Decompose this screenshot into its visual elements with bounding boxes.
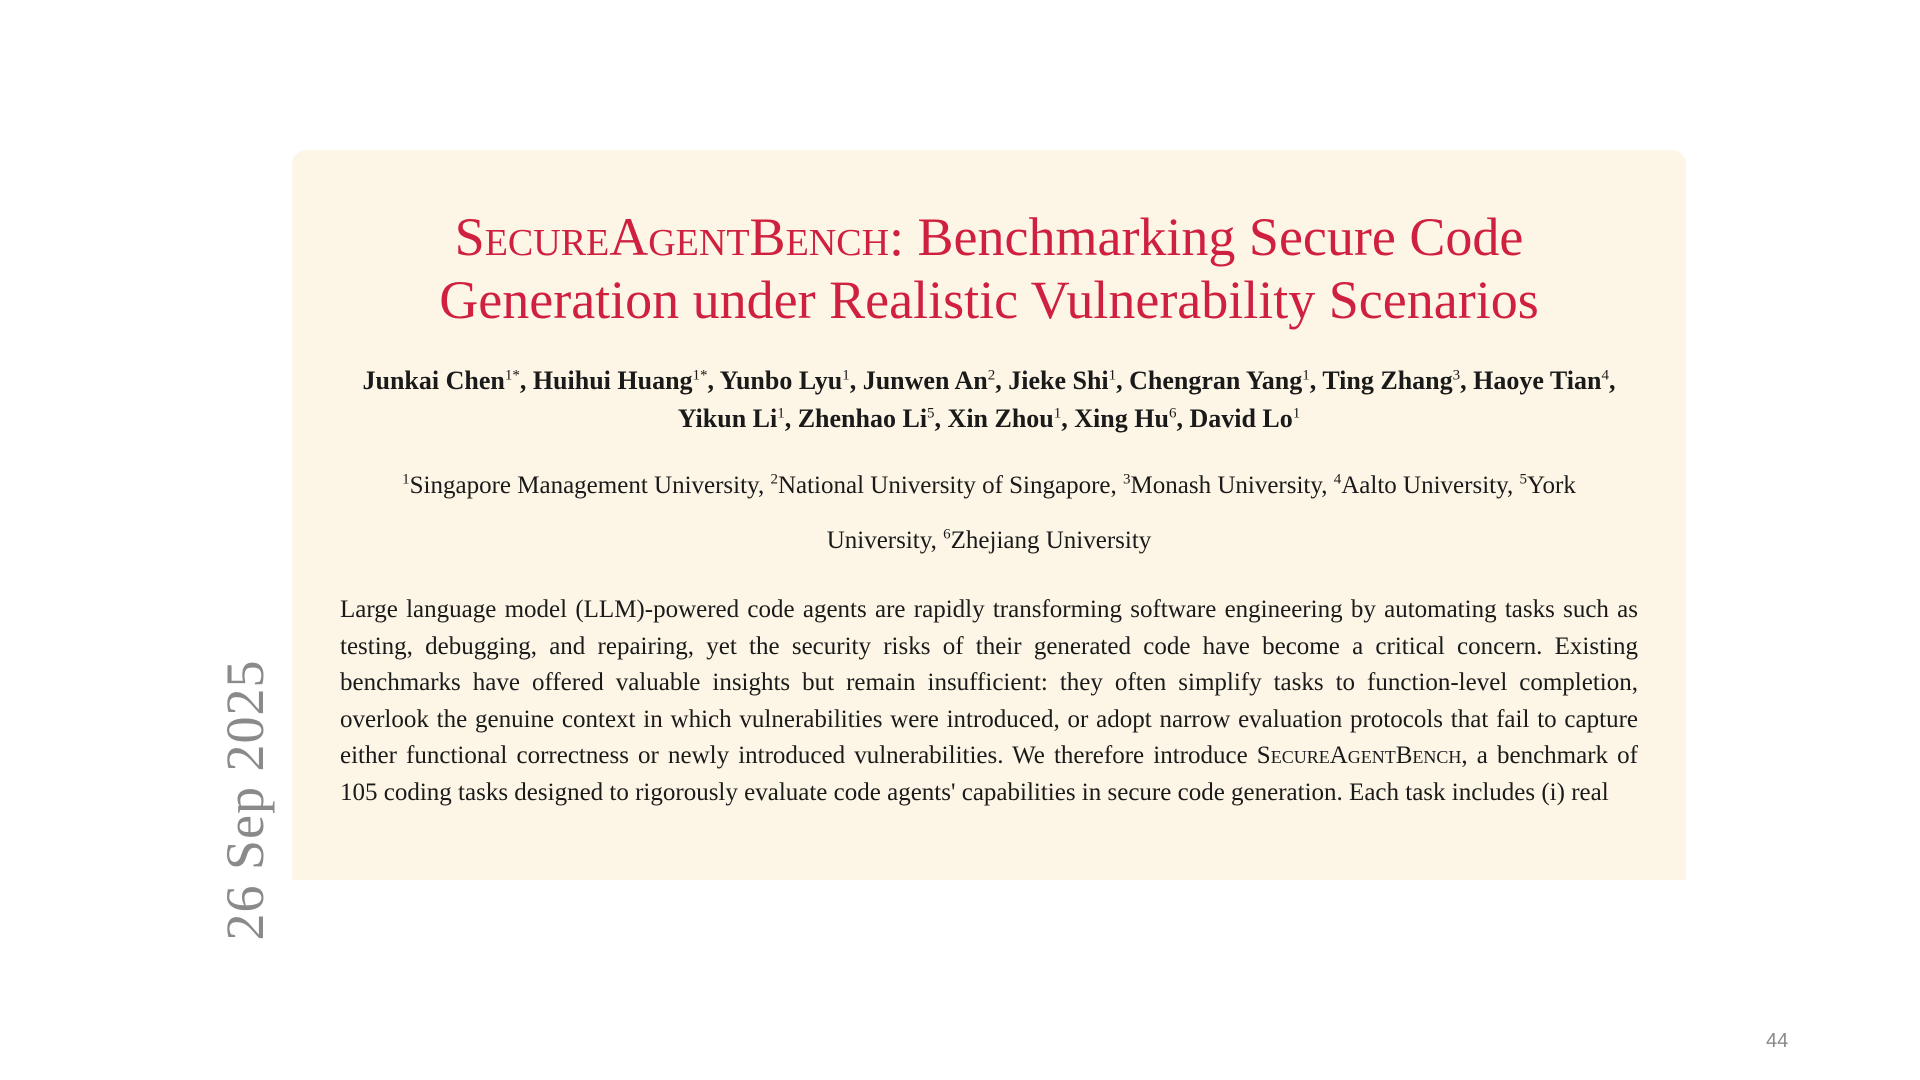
affiliation-number: 4 xyxy=(1333,471,1342,488)
author-name: Junkai Chen xyxy=(362,366,505,395)
page-number: 44 xyxy=(1766,1030,1789,1052)
affiliation-name: Aalto University xyxy=(1341,472,1507,499)
author-affiliation-mark: 1 xyxy=(842,367,850,384)
author-name: Huihui Huang xyxy=(532,366,693,395)
author-name: Xin Zhou xyxy=(947,404,1054,433)
affiliation xyxy=(1334,472,1507,499)
author xyxy=(1008,366,1116,395)
affiliation xyxy=(770,472,1110,499)
affiliation-name: Singapore Management University xyxy=(409,472,758,499)
affiliation-name: Zhejiang University xyxy=(950,527,1152,554)
affiliation xyxy=(402,472,758,499)
author xyxy=(678,404,785,433)
author xyxy=(1129,366,1310,395)
author-list: Junkai Chen$^{1*}$, Huihui Huang$^{1*}$, Yunbo Lyu$^1$, Junwen An$^2$, Jieke Shi$^1$, Chengran Yang$^1$, Ting Zhang$^3$, Haoye Tian$^4$, Yikun Li$^1$, Zhenhao Li$^5$, Xin Zhou$^1$, Xing Hu$^6$, David Lo$^1$ xyxy=(362,366,1616,433)
author-affiliation-mark: 6 xyxy=(1168,405,1177,422)
author-name: Chengran Yang xyxy=(1129,366,1303,395)
author xyxy=(362,366,519,395)
author-affiliation-mark: 3 xyxy=(1452,367,1461,384)
author-affiliation-mark: 1 xyxy=(777,405,785,422)
author-name: Ting Zhang xyxy=(1322,366,1453,395)
arxiv-date-stamp: 26 Sep 2025 xyxy=(215,659,275,941)
author-affiliation-mark: 4 xyxy=(1601,367,1609,384)
author-name: Xing Hu xyxy=(1074,404,1169,433)
author-name: Jieke Shi xyxy=(1008,366,1109,395)
affiliation-list: $^1$Singapore Management University, $^2$National University of Singapore, $^3$Monash University, $^4$Aalto University, $^5$York University, $^6$Zhejiang University xyxy=(402,471,1576,554)
author-affiliation-mark: 1 xyxy=(1053,405,1062,422)
paper-title-smallcaps: SecureAgentBench xyxy=(454,207,890,267)
author xyxy=(1074,404,1176,433)
affiliation-number: 6 xyxy=(943,526,951,543)
author xyxy=(533,366,708,395)
author-affiliation-mark: 1 xyxy=(1292,405,1301,422)
abstract-text-part2: , a benchmark of 105 coding tasks designed to rigorously evaluate code agents' capabilities in secure code generation. Each task includes (i) real xyxy=(340,742,1638,806)
author xyxy=(863,366,996,395)
author-affiliation-mark: 1 xyxy=(1108,367,1117,384)
author-affiliation-mark: 1* xyxy=(692,367,708,384)
author-name: David Lo xyxy=(1189,404,1293,433)
abstract-benchmark-name: SecureAgentBench xyxy=(1256,742,1462,769)
author-name: Yikun Li xyxy=(677,404,778,433)
author xyxy=(1189,404,1300,433)
affiliation-name: Monash University xyxy=(1130,472,1322,499)
author-affiliation-mark: 5 xyxy=(927,405,935,422)
paper-title xyxy=(372,206,1606,332)
affiliation-number: 1 xyxy=(402,471,410,488)
abstract xyxy=(340,592,1638,811)
author-affiliation-mark: 2 xyxy=(987,367,996,384)
author-affiliation-mark: 1 xyxy=(1302,367,1310,384)
affiliation xyxy=(1123,472,1321,499)
affiliation-number: 5 xyxy=(1519,471,1527,488)
author xyxy=(1473,366,1609,395)
abstract-text-part1: Large language model (LLM)-powered code agents are rapidly transforming software engineering by automating tasks such as testing, debugging, and repairing, yet the security risks of their generated code have become a critical concern. Existing benchmarks have offered valuable insights but remain insufficient: they often simplify tasks to function-level completion, overlook the genuine context in which vulnerabilities were introduced, or adopt narrow evaluation protocols that fail to capture either functional correctness or newly introduced vulnerabilities. We therefore introduce xyxy=(340,596,1638,769)
paper-title-rest: : Benchmarking Secure Code Generation under Realistic Vulnerability Scenarios xyxy=(439,207,1539,330)
author-name: Haoye Tian xyxy=(1473,366,1602,395)
author xyxy=(1322,366,1460,395)
author-name: Zhenhao Li xyxy=(797,404,928,433)
author xyxy=(720,366,850,395)
author-affiliation-mark: 1* xyxy=(504,367,520,384)
author-name: Junwen An xyxy=(862,366,988,395)
author xyxy=(948,404,1062,433)
author-name: Yunbo Lyu xyxy=(719,366,843,395)
affiliation-number: 2 xyxy=(770,471,778,488)
author xyxy=(798,404,935,433)
affiliation xyxy=(943,527,1151,554)
affiliation-name: National University of Singapore xyxy=(777,472,1111,499)
affiliation-name: York University xyxy=(826,472,1576,554)
paper-excerpt xyxy=(292,150,1686,880)
affiliation-number: 3 xyxy=(1123,471,1131,488)
